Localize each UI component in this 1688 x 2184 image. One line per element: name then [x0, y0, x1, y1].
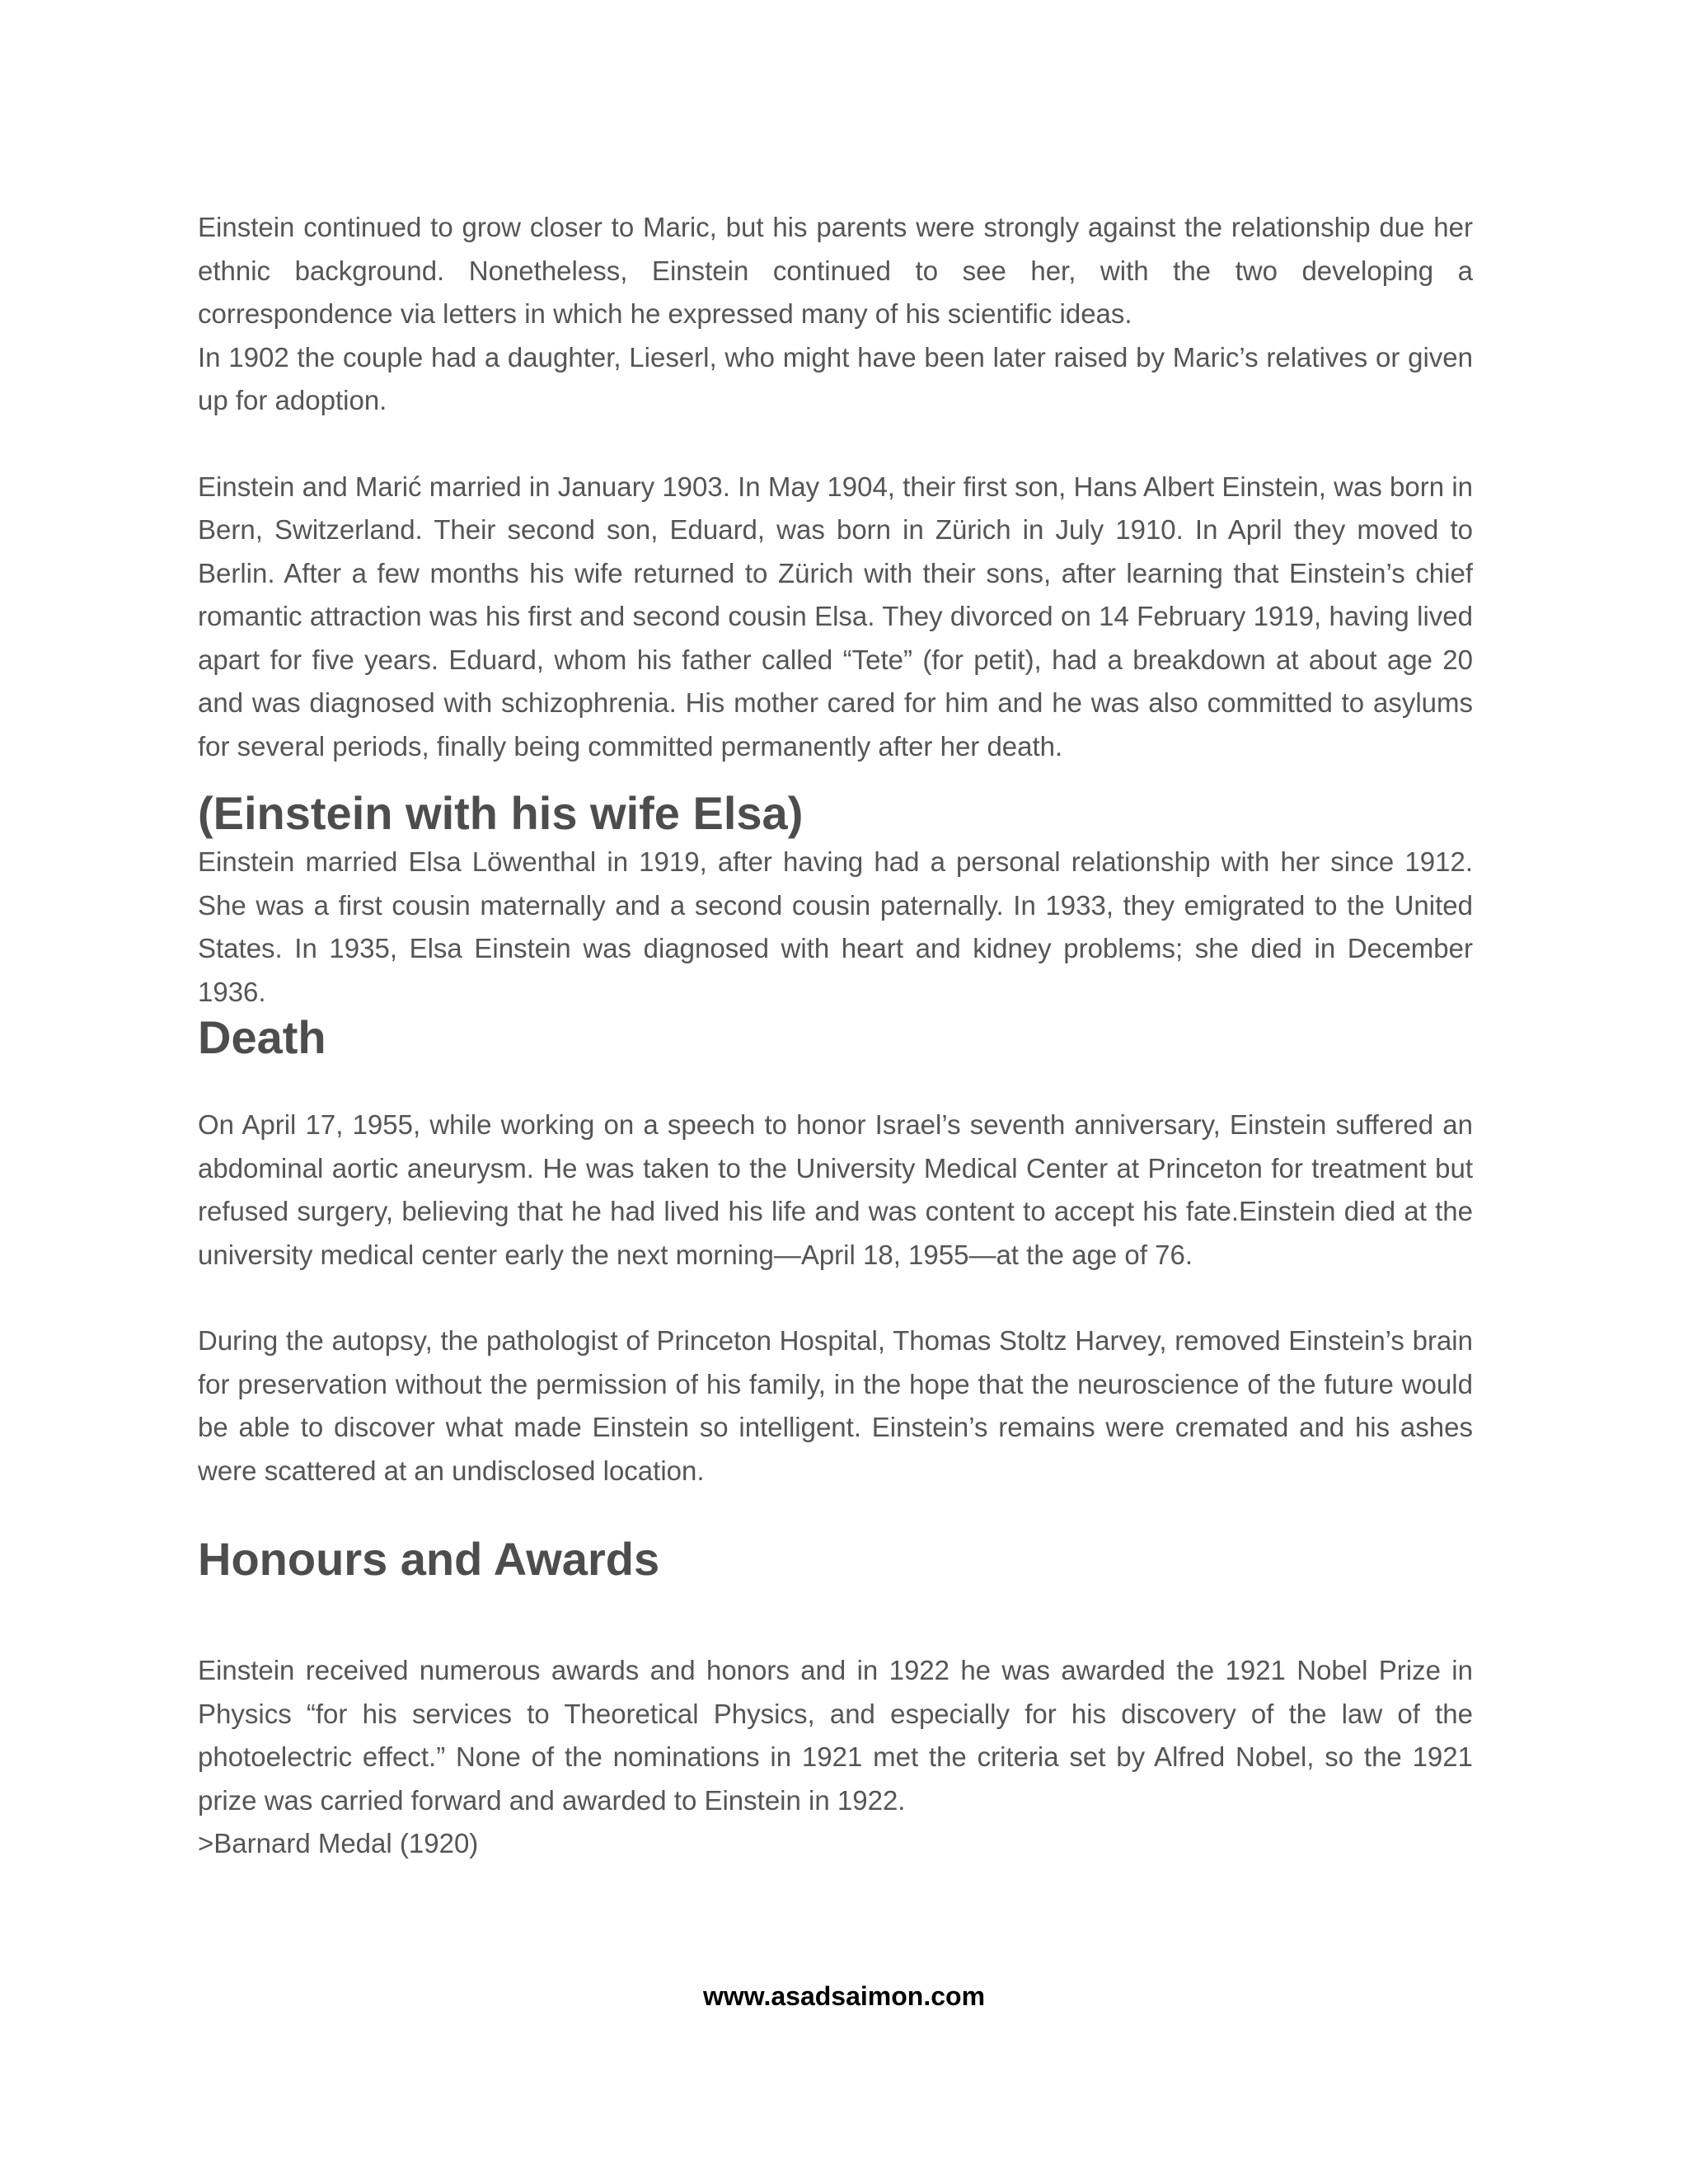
footer-website-url: www.asadsaimon.com — [702, 1981, 986, 2011]
paragraph-nobel-prize: Einstein received numerous awards and honors and in 1922 he was awarded the 1921 Nobel Prize in Physics “for his services to Theoretical Physics, and especially for his discovery of the law of the photoelectric effect.” None of the nominations in 1921 met the criteria set by Alfred Nobel, so the 1921 prize was carried forward and awarded to Einstein in 1922. — [198, 1655, 1473, 1816]
heading-death: Death — [198, 1011, 326, 1063]
document-body — [198, 206, 1473, 1866]
paragraph-gap — [198, 423, 1473, 466]
paragraph-death: On April 17, 1955, while working on a speech to honor Israel’s seventh anniversary, Einstein suffered an abdominal aortic aneurysm. He was taken to the University Medical Center at Princeton for treatment but refused surgery, believing that he had lived his life and was content to accept his fate.Einstein died at the university medical center early the next morning—April 18, 1955—at the age of 76. — [198, 1109, 1473, 1270]
paragraph-gap — [198, 1277, 1473, 1319]
list-item-barnard-medal: >Barnard Medal (1920) — [198, 1828, 479, 1858]
paragraph-lieserl: In 1902 the couple had a daughter, Lieserl, who might have been later raised by Maric’s relatives or given up for adoption. — [198, 341, 1473, 415]
paragraph-elsa: Einstein married Elsa Löwenthal in 1919, after having had a personal relationship with her since 1912. She was a first cousin maternally and a second cousin paternally. In 1933, they emigrated to the United States. In 1935, Elsa Einstein was diagnosed with heart and kidney problems; she died in December 1936. — [198, 846, 1473, 1007]
heading-honours-and-awards: Honours and Awards — [198, 1533, 660, 1585]
paragraph-autopsy: During the autopsy, the pathologist of Princeton Hospital, Thomas Stoltz Harvey, removed Einstein’s brain for preservation without the permission of his family, in the hope that the neuroscience of the future would be able to discover what made Einstein so intelligent. Einstein’s remains were cremated and his ashes were scattered at an undisclosed location. — [198, 1325, 1473, 1486]
paragraph-marriage: Einstein and Marić married in January 1903. In May 1904, their first son, Hans Albert Einstein, was born in Bern, Switzerland. Their second son, Eduard, was born in Zürich in July 1910. In April they moved to Berlin. After a few months his wife returned to Zürich with their sons, after learning that Einstein’s chief romantic attraction was his first and second cousin Elsa. They divorced on 14 February 1919, having lived apart for five years. Eduard, whom his father called “Tete” (for petit), had a breakdown at about age 20 and was diagnosed with schizophrenia. His mother cared for him and he was also committed to asylums for several periods, finally being committed permanently after her death. — [198, 471, 1473, 762]
heading-einstein-with-elsa: (Einstein with his wife Elsa) — [198, 787, 804, 839]
paragraph-maric-relationship: Einstein continued to grow closer to Maric, but his parents were strongly against the relationship due her ethnic background. Nonetheless, Einstein continued to see her, with the two developing a correspondence via letters in which he expressed many of his scientific ideas. — [198, 212, 1473, 329]
